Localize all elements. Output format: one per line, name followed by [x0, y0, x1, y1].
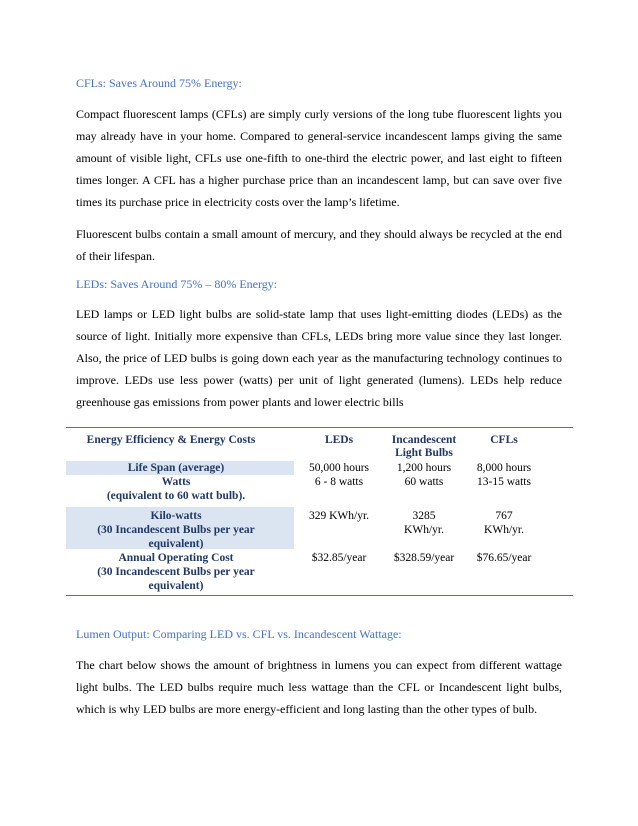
- led-paragraph-1: LED lamps or LED light bulbs are solid-state lamp that uses light-emitting diodes (LEDs) as the source of light. Initially more expensive than CFLs, LEDs bring more value since they last longer. Also, the price of LED bulbs is going down each year as the manufacturing technology continues to improve. LEDs use less power (watts) per unit of light generated (lumens). LEDs help reduce greenhouse gas emissions from power plants and lower electric bills: [76, 307, 562, 409]
- table-header-leds: LEDs: [324, 434, 354, 446]
- table-row-sublabel: (equivalent to 60 watt bulb).: [106, 490, 246, 502]
- table-cell: KWh/yr.: [404, 524, 444, 536]
- table-cell: 3285: [412, 510, 436, 522]
- table-cell: $76.65/year: [476, 552, 532, 564]
- table-cell: $328.59/year: [393, 552, 455, 564]
- table-header-cfls: CFLs: [490, 434, 518, 446]
- cfl-heading: CFLs: Saves Around 75% Energy:: [76, 76, 242, 90]
- cfl-paragraph-1: Compact fluorescent lamps (CFLs) are simply curly versions of the long tube fluorescent lights you may already have in your home. Compared to general-service incandescent lamps giving the same amount of visible light, CFLs use one-fifth to one-third the electric power, and last eight to fifteen times longer. A CFL has a higher purchase price than an incandescent lamp, but can save over five times its purchase price in electricity costs over the lamp’s lifetime.: [76, 107, 562, 209]
- table-cell: 1,200 hours: [396, 462, 452, 474]
- table-cell: $32.85/year: [311, 552, 367, 564]
- table-header-incandescent-2: Light Bulbs: [395, 447, 453, 459]
- table-row-label: Annual Operating Cost: [118, 552, 234, 564]
- table-cell: 8,000 hours: [476, 462, 532, 474]
- cfl-paragraph-2: Fluorescent bulbs contain a small amount of mercury, and they should always be recycled at the end of their lifespan.: [76, 227, 562, 263]
- table-row-sublabel: equivalent): [148, 538, 204, 550]
- table-cell: 50,000 hours: [308, 462, 370, 474]
- led-heading: LEDs: Saves Around 75% – 80% Energy:: [76, 277, 278, 291]
- table-cell: 329 KWh/yr.: [308, 510, 370, 522]
- table-row-sublabel: (30 Incandescent Bulbs per year: [97, 524, 255, 536]
- table-cell: 767: [495, 510, 513, 522]
- table-cell: 60 watts: [404, 476, 444, 488]
- table-row-label: Life Span (average): [127, 462, 225, 474]
- table-header-label: Energy Efficiency & Energy Costs: [86, 434, 256, 446]
- table-header-incandescent-1: Incandescent: [391, 434, 457, 446]
- table-top-rule: [66, 427, 573, 428]
- lumen-paragraph-1: The chart below shows the amount of brightness in lumens you can expect from different wattage light bulbs. The LED bulbs require much less wattage than the CFL or Incandescent light bulbs, which is why LED bulbs are more energy-efficient and long lasting than the other types of bulb.: [76, 658, 562, 716]
- table-row-label: Watts: [161, 476, 191, 488]
- lumen-heading: Lumen Output: Comparing LED vs. CFL vs. Incandescent Wattage:: [76, 627, 402, 641]
- table-row-label: Kilo-watts: [150, 510, 202, 522]
- table-row-sublabel: equivalent): [148, 580, 204, 592]
- table-cell: KWh/yr.: [484, 524, 524, 536]
- table-row-sublabel: (30 Incandescent Bulbs per year: [97, 566, 255, 578]
- table-cell: 13-15 watts: [477, 476, 531, 488]
- table-bottom-rule: [66, 595, 573, 596]
- table-cell: 6 - 8 watts: [314, 476, 364, 488]
